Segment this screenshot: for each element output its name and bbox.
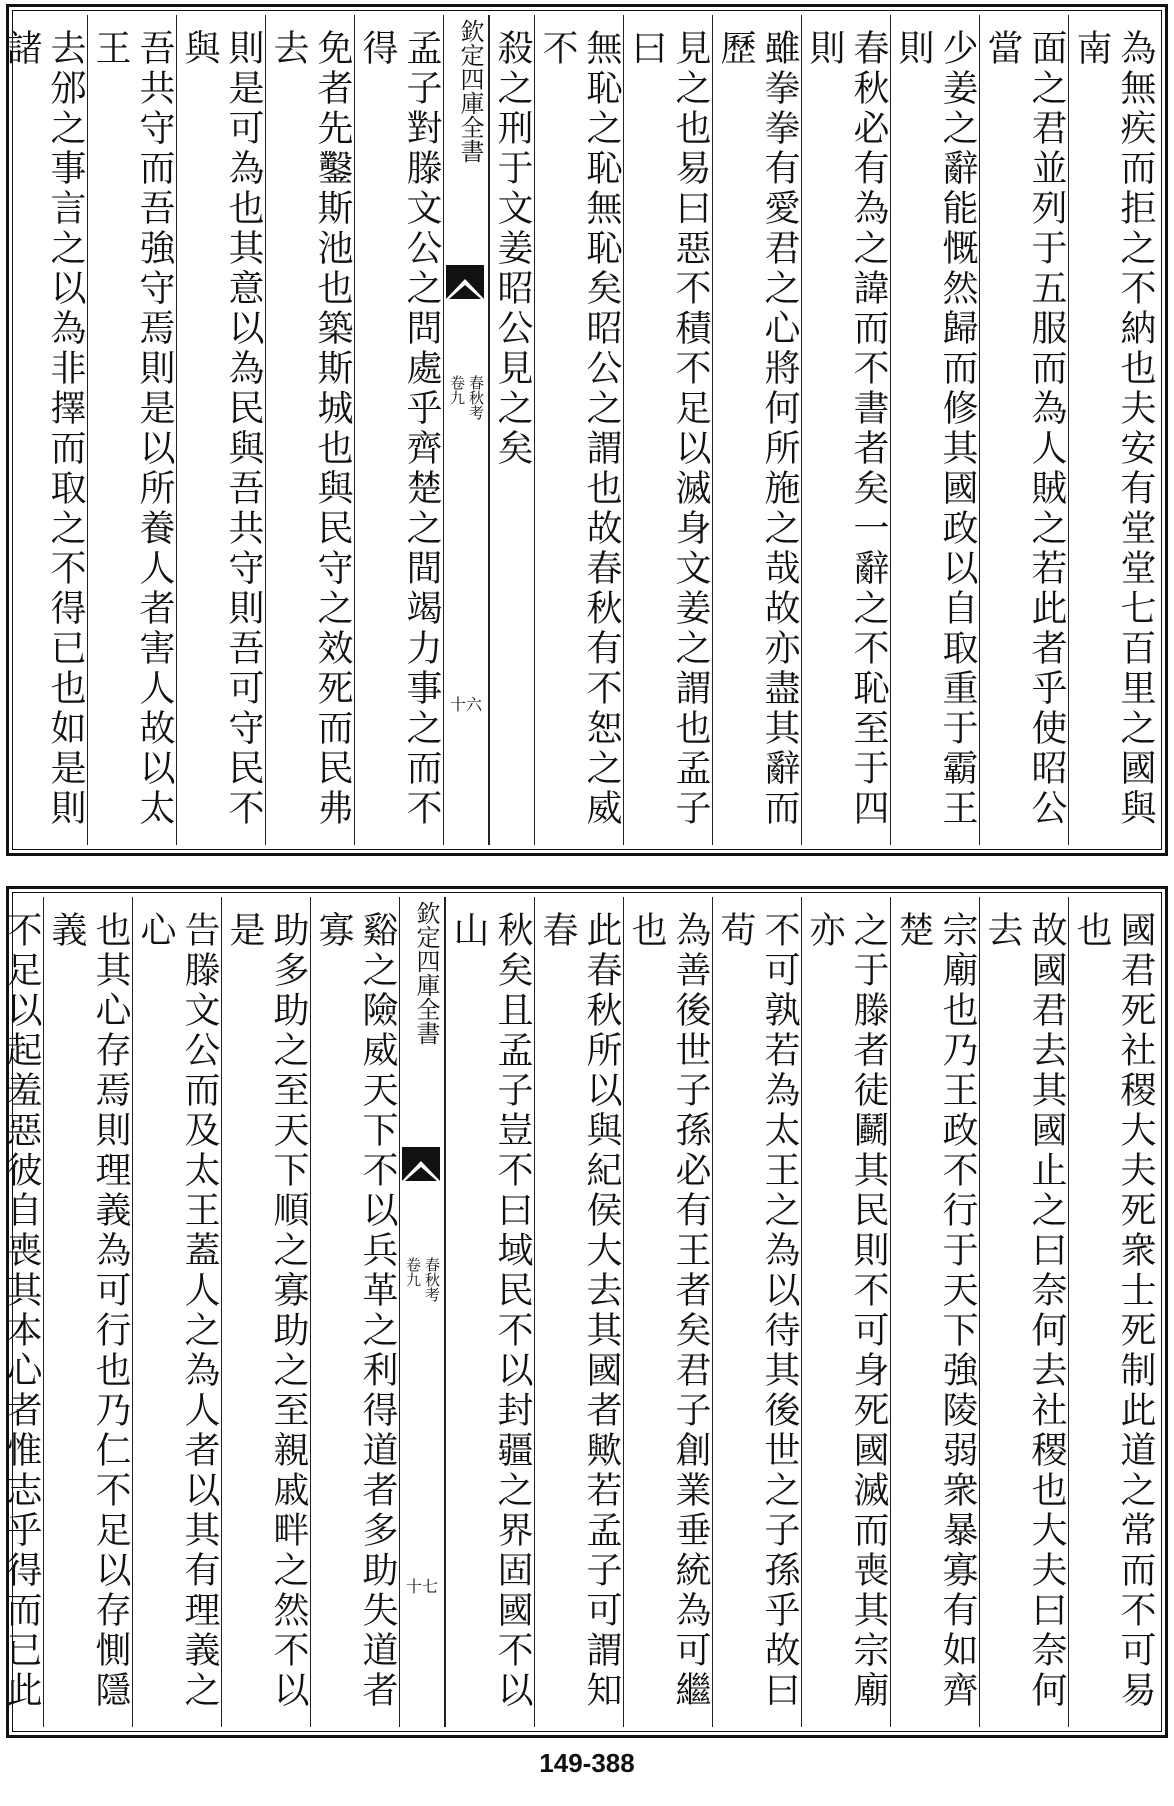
fish-tail-mark-icon [402, 1147, 440, 1181]
upper-column-10 [265, 15, 354, 845]
lower-column-8 [445, 897, 534, 1727]
page-code-footer: 149-388 [539, 1748, 635, 1778]
upper-text-columns [1, 15, 1157, 845]
upper-page-panel [1, 4, 1168, 856]
upper-column-9 [354, 15, 443, 845]
column-text: 秋矣且孟子豈不曰域民不以封疆之界固國不以山 [448, 911, 533, 1711]
spine-title: 欽定四庫全書 [412, 901, 440, 1045]
column-text: 去邠之事言之以為非擇而取之不得已也如是則諸 [1, 29, 86, 829]
column-text: 國君死社稷大夫死衆士死制此道之常而不可易也 [1071, 911, 1156, 1711]
column-text: 免者先鑿斯池也築斯城也與民守之效死而民弗去 [268, 29, 353, 829]
spine-book-name: 春秋考 [467, 375, 485, 420]
column-text: 谿之險威天下不以兵革之利得道者多助失道者寡 [313, 911, 398, 1711]
upper-page-spine [443, 15, 489, 845]
lower-column-5 [712, 897, 801, 1727]
lower-column-6 [623, 897, 712, 1727]
spine-juan: 卷九 [404, 1257, 422, 1287]
upper-column-1 [1068, 15, 1157, 845]
upper-column-13 [0, 15, 87, 845]
lower-column-7 [534, 897, 623, 1727]
column-text: 助多助之至天下順之寡助之至親戚畔之然不以是 [224, 911, 309, 1711]
lower-column-2 [979, 897, 1068, 1727]
upper-column-8 [489, 15, 534, 845]
spine-page-number: 十六 [449, 695, 482, 714]
column-text: 少姜之辭能慨然歸而修其國政以自取重于霸王則 [893, 29, 978, 829]
lower-column-13 [0, 897, 43, 1727]
column-text: 為善後世子孫必有王者矣君子創業垂統為可繼也 [626, 911, 711, 1711]
fish-tail-mark-icon [446, 265, 484, 299]
column-text: 告滕文公而及太王蓋人之為人者以其有理義之心 [135, 911, 220, 1711]
upper-column-3 [890, 15, 979, 845]
lower-column-1 [1068, 897, 1157, 1727]
column-text: 雖拳拳有愛君之心將何所施之哉故亦盡其辭而歷 [715, 29, 800, 829]
column-text: 見之也易曰惡不積不足以滅身文姜之謂也孟子曰 [626, 29, 711, 829]
upper-column-6 [623, 15, 712, 845]
column-text: 宗廟也乃王政不行于天下強陵弱衆暴寡有如齊楚 [893, 911, 978, 1711]
upper-column-11 [176, 15, 265, 845]
spine-volume-label [400, 1257, 444, 1337]
column-text: 也其心存焉則理義為可行也乃仁不足以存惻隱義 [46, 911, 131, 1711]
column-text: 殺之刑于文姜昭公見之矣 [492, 29, 533, 469]
spine-juan: 卷九 [448, 375, 466, 405]
column-text: 則是可為也其意以為民與吾共守則吾可守民不與 [179, 29, 264, 829]
upper-column-7 [534, 15, 623, 845]
column-text: 之于滕者徒鬬其民則不可身死國滅而喪其宗廟亦 [804, 911, 889, 1711]
column-text: 故國君去其國止之曰奈何去社稷也大夫曰奈何去 [982, 911, 1067, 1711]
upper-column-12 [87, 15, 176, 845]
column-text: 為無疾而拒之不納也夫安有堂堂七百里之國與南 [1071, 29, 1156, 829]
spine-volume-label [444, 375, 488, 455]
column-text: 不可孰若為太王之為以待其後世之子孫乎故曰苟 [715, 911, 800, 1711]
lower-column-12 [43, 897, 132, 1727]
column-text: 面之君並列于五服而為人賊之若此者乎使昭公當 [982, 29, 1067, 829]
column-text: 春秋必有為之諱而不書者矣一辭之不恥至于四則 [804, 29, 889, 829]
lower-page-spine [399, 897, 445, 1727]
spine-page-number: 十七 [405, 1577, 438, 1596]
lower-page-panel [1, 886, 1168, 1738]
upper-column-2 [979, 15, 1068, 845]
column-text: 孟子對滕文公之問處乎齊楚之間竭力事之而不得 [357, 29, 442, 829]
spine-title: 欽定四庫全書 [456, 19, 484, 163]
column-text: 不足以起羞惡彼自喪其本心者惟志乎得而已此 [1, 911, 42, 1711]
lower-text-columns [1, 897, 1157, 1727]
column-text: 無恥之恥無恥矣昭公之謂也故春秋有不恕之威不 [537, 29, 622, 829]
lower-column-3 [890, 897, 979, 1727]
lower-column-10 [221, 897, 310, 1727]
lower-column-9 [310, 897, 399, 1727]
lower-column-11 [132, 897, 221, 1727]
upper-column-4 [801, 15, 890, 845]
lower-column-4 [801, 897, 890, 1727]
column-text: 吾共守而吾強守焉則是以所養人者害人故以太王 [90, 29, 175, 829]
upper-column-5 [712, 15, 801, 845]
spine-book-name: 春秋考 [423, 1257, 441, 1302]
column-text: 此春秋所以與紀侯大去其國者歟若孟子可謂知春 [537, 911, 622, 1711]
